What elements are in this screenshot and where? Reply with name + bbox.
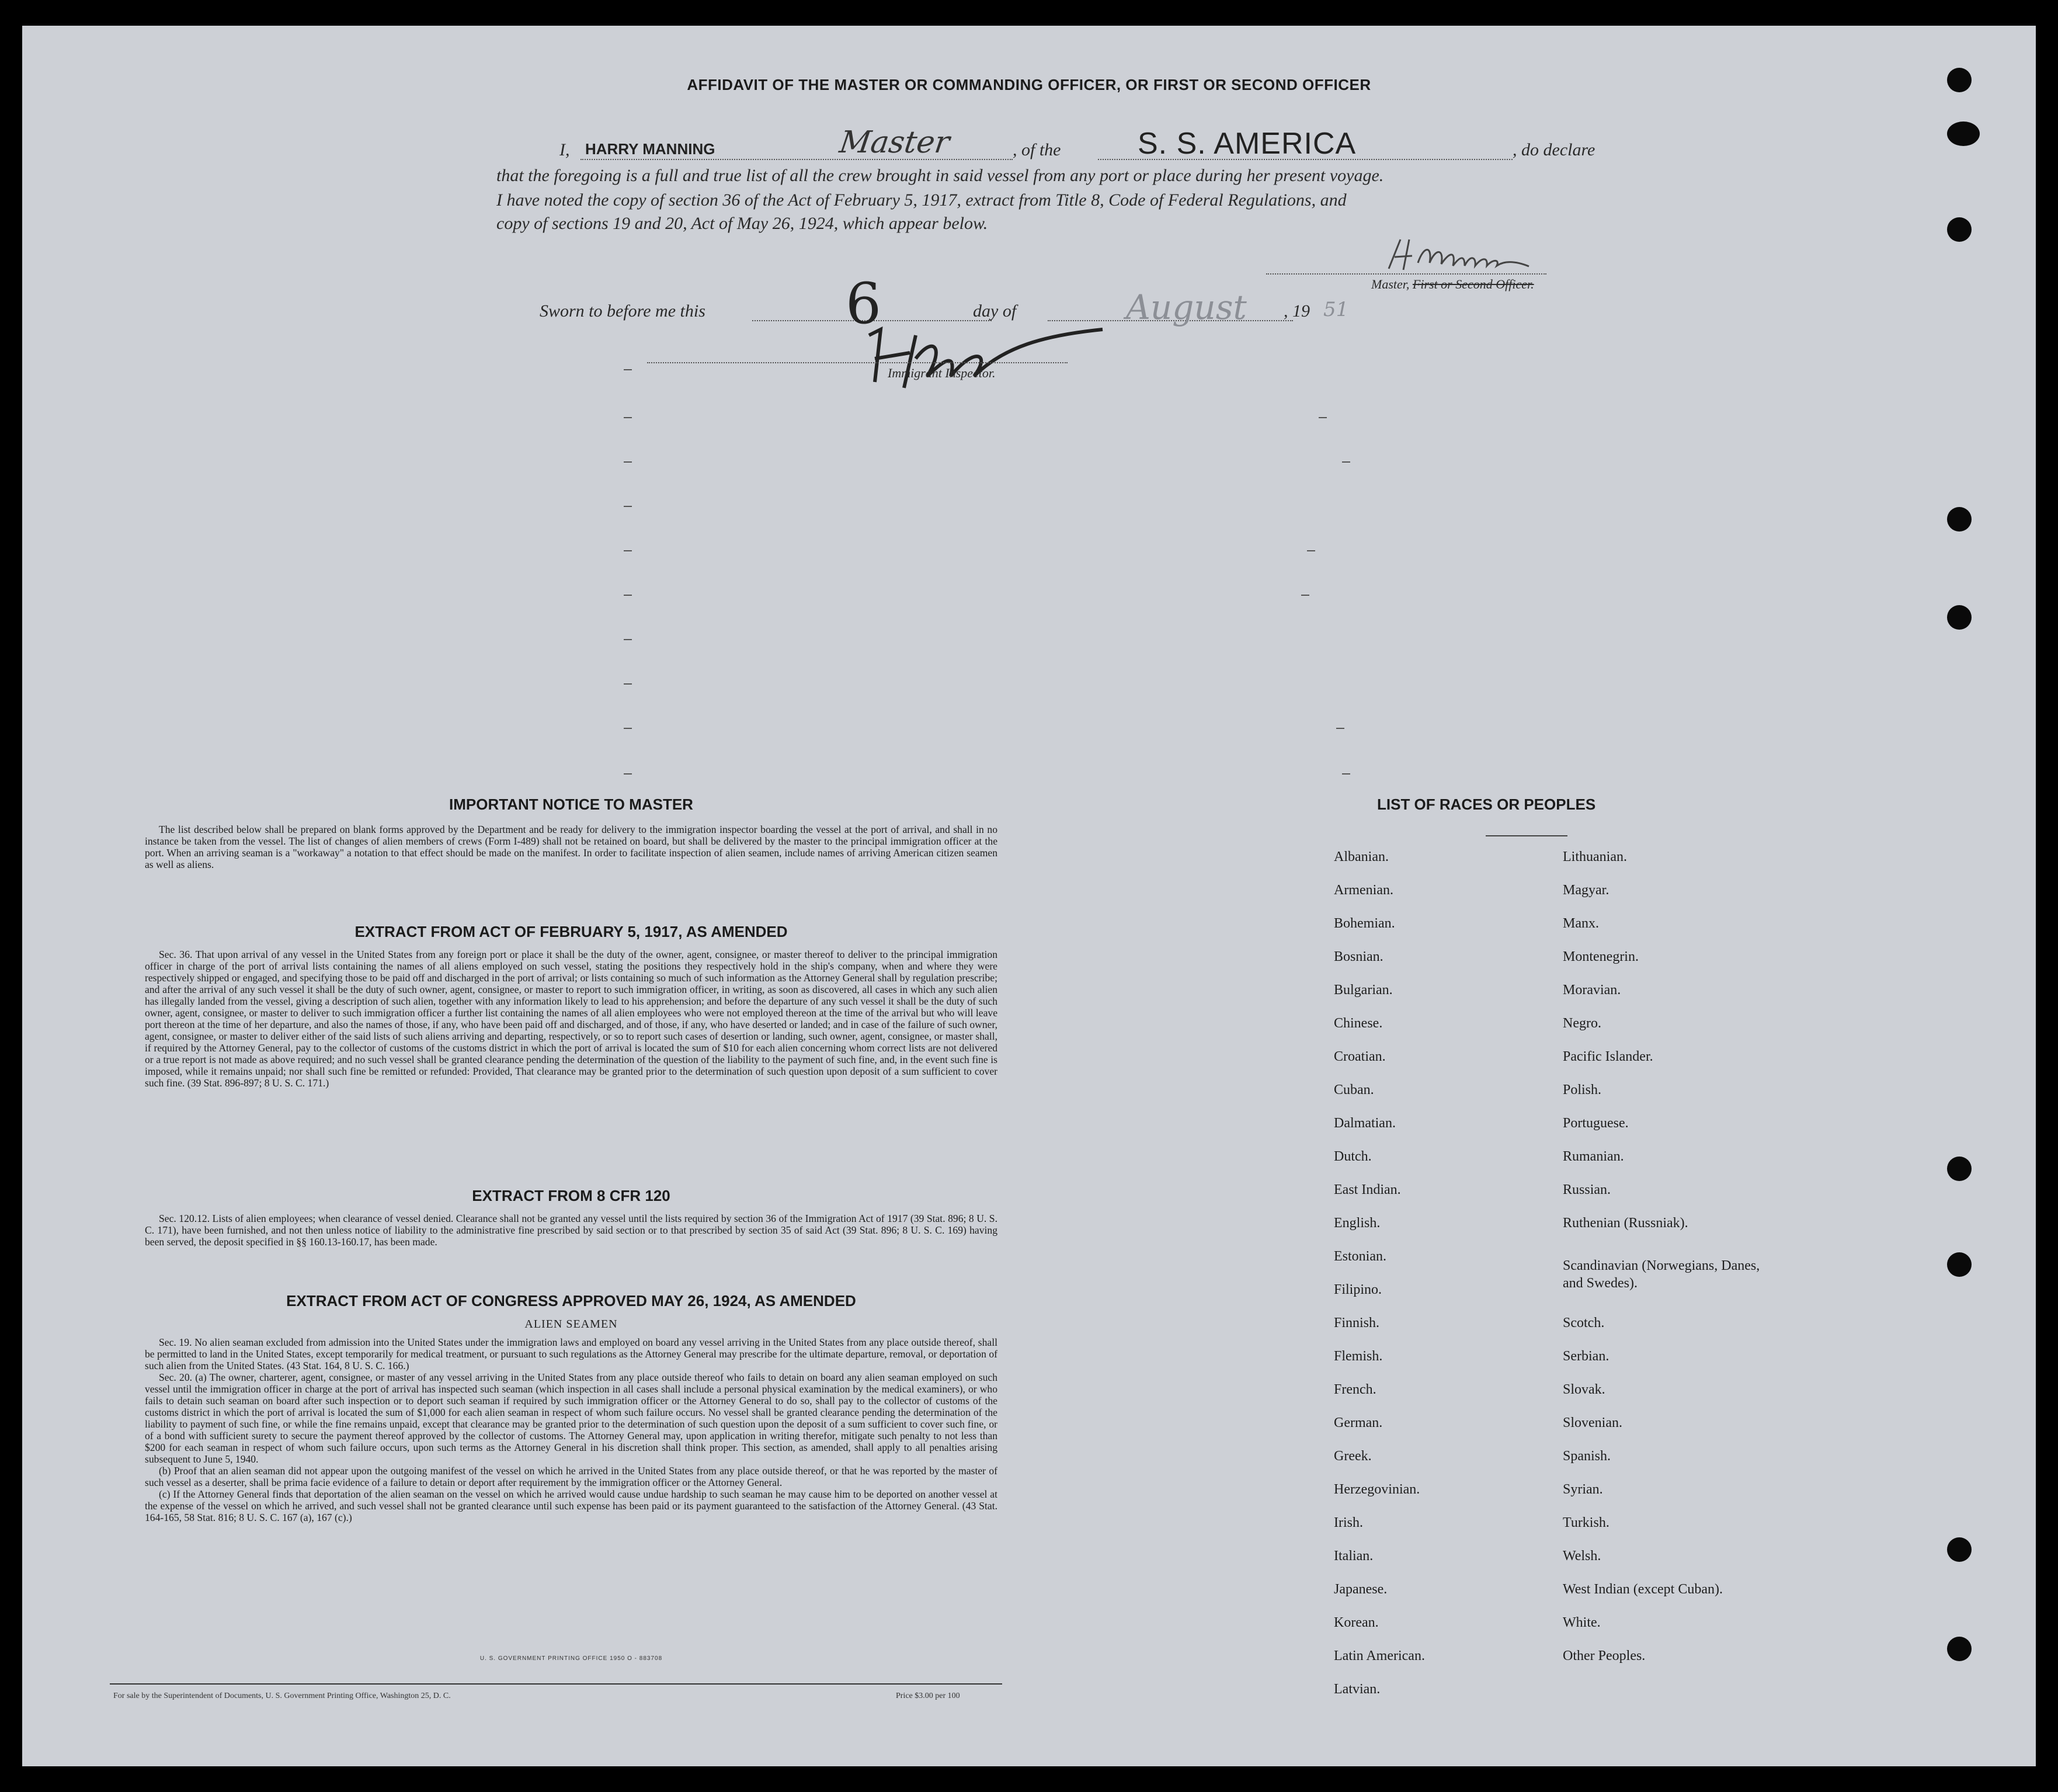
race-item: Latvian.	[1334, 1682, 1381, 1697]
race-item: East Indian.	[1334, 1182, 1401, 1197]
faint-mark	[1336, 728, 1344, 729]
races-title-underline	[1486, 835, 1567, 836]
alien-seamen-subtitle: ALIEN SEAMEN	[524, 1318, 618, 1331]
race-item: Magyar.	[1563, 883, 1609, 898]
declaration-line-4: copy of sections 19 and 20, Act of May 26, 1924, which appear below.	[496, 214, 988, 233]
sworn-month-handwritten: August	[1126, 287, 1247, 327]
affidavit-title: AFFIDAVIT OF THE MASTER OR COMMANDING OFFICER, OR FIRST OR SECOND OFFICER	[687, 76, 1371, 93]
race-item: Armenian.	[1334, 883, 1393, 898]
punch-hole	[1947, 217, 1972, 242]
faint-mark	[1342, 461, 1350, 463]
race-item: English.	[1334, 1215, 1381, 1231]
master-signature	[1377, 234, 1576, 280]
sec20a-text: Sec. 20. (a) The owner, charterer, agent, consignee, or master of any vessel arriving in the United States from any place outside thereof who fails to detain on board any alien seaman employed on such vessel until the immigration officer in charge at the port of arrival has inspected such seaman (which inspection in all cases shall include a personal physical examination by the medical examiners), or who fails to detain such seaman on board after such inspection or to deport such seaman if required by such immigration officer or the Attorney General to do so, shall pay to the collector of customs of the customs district in which the port of arrival is located the sum of $1,000 for each alien seaman in respect of whom such failure occurs. No vessel shall be granted clearance pending the determination of the liability to payment of such fine, or while the fine remains unpaid, except that clearance may be granted prior to the determination of such question upon the deposit of a sum sufficient to cover such fine, or of a bond with sufficient surety to secure the payment thereof approved by the collector of customs. The Attorney General may, upon application in writing therefor, mitigate such penalty to not less than $200 for each seaman in respect of whom such failure occurs, upon such terms as the Attorney General in his discretion shall think proper. This section, as amended, shall apply to all penalties arising subsequent to June 5, 1940.	[145, 1371, 997, 1465]
race-item: Bohemian.	[1334, 916, 1395, 931]
race-item: West Indian (except Cuban).	[1563, 1582, 1723, 1597]
printer-line: U. S. GOVERNMENT PRINTING OFFICE 1950 O - 883708	[479, 1655, 663, 1662]
extract-cfr-text: Sec. 120.12. Lists of alien employees; when clearance of vessel denied. Clearance shall not be granted any vessel until the lists required by section 36 of the Immigration Act of 1917 (39 Stat. 896; 8 U. S. C. 171), have been furnished, and not then unless notice of liability to the administrative fine prescribed by said section or to that prescribed by section 35 of said Act (39 Stat. 896; 8 U. S. C. 169) having been served, the deposit specified in §§ 160.13-160.17, has been made.	[145, 1213, 997, 1248]
faint-mark	[624, 461, 632, 463]
race-item: Italian.	[1334, 1548, 1374, 1564]
sec20c-text: (c) If the Attorney General finds that deportation of the alien seaman on the vessel on which he arrived would cause undue hardship to such seaman he may cause him to be deported on another vessel at the expense of the vessel on which he arrived, and such vessel shall not be granted clearance until such expense has been paid or its payment guaranteed to the satisfaction of the Attorney General. (43 Stat. 164-165, 58 Stat. 816; 8 U. S. C. 167 (a), 167 (c).)	[145, 1488, 997, 1523]
race-item: Scotch.	[1563, 1315, 1605, 1331]
race-item: Negro.	[1563, 1016, 1601, 1031]
race-item: Croatian.	[1334, 1049, 1386, 1064]
faint-mark	[1307, 550, 1315, 551]
faint-mark	[624, 369, 632, 370]
race-item: Albanian.	[1334, 849, 1389, 864]
punch-hole	[1947, 1157, 1972, 1181]
faint-mark	[1301, 595, 1309, 596]
races-title: LIST OF RACES OR PEOPLES	[1377, 796, 1596, 813]
sworn-year-handwritten: 51	[1323, 298, 1349, 321]
race-item: Moravian.	[1563, 982, 1621, 998]
faint-mark	[1319, 417, 1327, 418]
race-item: Manx.	[1563, 916, 1599, 931]
faint-mark	[624, 683, 632, 685]
document-sheet	[22, 26, 2036, 1766]
footer-left: For sale by the Superintendent of Documents, U. S. Government Printing Office, Washington 25, D. C.	[113, 1692, 451, 1700]
race-item: Filipino.	[1334, 1282, 1382, 1297]
do-declare-label: , do declare	[1513, 140, 1595, 159]
faint-mark	[624, 773, 632, 775]
punch-hole	[1947, 605, 1972, 630]
race-item: Herzegovinian.	[1334, 1482, 1420, 1497]
vessel-name-field: S. S. AMERICA	[1138, 127, 1357, 161]
declaration-prefix: I,	[559, 140, 570, 159]
race-item: Slovak.	[1563, 1382, 1605, 1397]
race-item: Welsh.	[1563, 1548, 1601, 1564]
punch-hole	[1947, 1637, 1972, 1661]
race-item: Portuguese.	[1563, 1116, 1629, 1131]
race-item: Russian.	[1563, 1182, 1611, 1197]
inspector-signature	[857, 312, 1138, 400]
sec19-text: Sec. 19. No alien seaman excluded from admission into the United States under the immigration laws and employed on board any vessel arriving in the United States from any place outside thereof, shall be permitted to land in the United States, except temporarily for medical treatment, or pursuant to such regulations as the Attorney General may prescribe for the ultimate departure, removal, or deportation of such alien from the United States. (43 Stat. 164, 8 U. S. C. 166.)	[145, 1336, 997, 1371]
race-item: Irish.	[1334, 1515, 1363, 1530]
punch-hole	[1947, 1252, 1972, 1277]
race-item: Greek.	[1334, 1449, 1372, 1464]
extract-1917-text: Sec. 36. That upon arrival of any vessel in the United States from any foreign port or place it shall be the duty of the owner, agent, consignee, or master thereof to deliver to the principal immigration officer in charge of the port of arrival lists containing the names of all aliens employed on such vessel, stating the positions they respectively hold in the ship's company, when and where they were respectively shipped or engaged, and specifying those to be paid off and discharged in the port of arrival; or lists containing so much of such information as the Attorney General shall by regulation prescribe; and after the arrival of any such vessel it shall be the duty of such owner, agent, consignee, or master to report to such immigration officer, in writing, as soon as discovered, all cases in which any such alien has illegally landed from the vessel, giving a description of such alien, together with any information likely to lead to his apprehension; and before the departure of any such vessel it shall be the duty of such owner, agent, consignee, or master to deliver to such immigration officer a further list containing the names of all alien employees who were not employed thereon at the time of the arrival but who will leave port thereon at the time of her departure, and also the names of those, if any, who have been paid off and discharged, and of those, if any, who have deserted or landed; and in case of the failure of such owner, agent, consignee, or master to deliver either of the said lists of such aliens arriving and departing, respectively, or so to report such cases of desertion or landing, such owner, agent, consignee, or master shall, if required by the Attorney General, pay to the collector of customs of the customs district in which the port of arrival is located the sum of $10 for each alien concerning whom correct lists are not delivered or a true report is not made as above required; and no such vessel shall be granted clearance pending the determination of the question of the liability to the payment of such fine, and, in the event such fine is imposed, while it remains unpaid; nor shall such fine be remitted or refunded: Provided, That clearance may be granted prior to the determination of such question upon deposit of a sum sufficient to cover such fine. (39 Stat. 896-897; 8 U. S. C. 171.)	[145, 949, 997, 1089]
of-the-label: , of the	[1013, 140, 1061, 159]
race-item: Montenegrin.	[1563, 949, 1639, 964]
sworn-day-handwritten: 6	[846, 271, 882, 336]
extract-1924-body	[145, 1336, 997, 1523]
race-item: Bosnian.	[1334, 949, 1383, 964]
race-item: Pacific Islander.	[1563, 1049, 1653, 1064]
faint-mark	[624, 417, 632, 418]
faint-mark	[624, 550, 632, 551]
extract-1917-title: EXTRACT FROM ACT OF FEBRUARY 5, 1917, AS AMENDED	[354, 923, 788, 940]
race-item: Bulgarian.	[1334, 982, 1393, 998]
extract-cfr-title: EXTRACT FROM 8 CFR 120	[472, 1187, 670, 1204]
race-item: Estonian.	[1334, 1249, 1386, 1264]
declaration-line-2: that the foregoing is a full and true list of all the crew brought in said vessel from any port or place during her present voyage.	[496, 166, 1384, 185]
punch-hole	[1947, 1537, 1972, 1562]
extract-1924-title: EXTRACT FROM ACT OF CONGRESS APPROVED MAY 26, 1924, AS AMENDED	[286, 1292, 856, 1310]
race-item: French.	[1334, 1382, 1376, 1397]
sworn-label: Sworn to before me this	[540, 301, 705, 321]
faint-mark	[624, 595, 632, 596]
race-item: Flemish.	[1334, 1349, 1383, 1364]
faint-mark	[624, 728, 632, 729]
race-item: Other Peoples.	[1563, 1648, 1646, 1663]
race-item: Chinese.	[1334, 1016, 1383, 1031]
master-label	[1371, 277, 1534, 292]
inspector-line	[647, 362, 1068, 363]
race-item: Japanese.	[1334, 1582, 1388, 1597]
race-item: Finnish.	[1334, 1315, 1380, 1331]
notice-title: IMPORTANT NOTICE TO MASTER	[449, 796, 693, 813]
race-item: Spanish.	[1563, 1449, 1611, 1464]
faint-mark	[1342, 773, 1350, 775]
year-prefix: , 19	[1284, 301, 1310, 321]
footer-right: Price $3.00 per 100	[896, 1692, 960, 1700]
day-of-label: day of	[973, 301, 1017, 321]
race-item: German.	[1334, 1415, 1383, 1430]
race-item: Cuban.	[1334, 1082, 1374, 1098]
race-item: Ruthenian (Russniak).	[1563, 1215, 1688, 1231]
race-item: Latin American.	[1334, 1648, 1425, 1663]
master-label-prefix: Master,	[1371, 277, 1410, 291]
race-item: Serbian.	[1563, 1349, 1609, 1364]
race-item: White.	[1563, 1615, 1601, 1630]
race-item: Syrian.	[1563, 1482, 1603, 1497]
declaration-line-3: I have noted the copy of section 36 of the Act of February 5, 1917, extract from Title 8, Code of Federal Regulations, and	[496, 190, 1347, 210]
punch-hole	[1947, 121, 1980, 146]
faint-mark	[624, 639, 632, 640]
rank-handwritten: Master	[837, 125, 952, 160]
inspector-label: Immigrant Inspector.	[888, 366, 996, 380]
master-name-field: HARRY MANNING	[585, 140, 715, 158]
race-item: Scandinavian (Norwegians, Danes, and Swedes).	[1563, 1258, 1760, 1291]
punch-hole	[1947, 507, 1972, 532]
race-item: Polish.	[1563, 1082, 1602, 1098]
race-item: Turkish.	[1563, 1515, 1609, 1530]
race-item: Slovenian.	[1563, 1415, 1622, 1430]
race-item: Lithuanian.	[1563, 849, 1627, 864]
faint-mark	[624, 506, 632, 507]
race-item: Dalmatian.	[1334, 1116, 1396, 1131]
race-item: Korean.	[1334, 1615, 1379, 1630]
race-item: Dutch.	[1334, 1149, 1372, 1164]
race-item: Rumanian.	[1563, 1149, 1624, 1164]
struck-officer-label: First or Second Officer.	[1412, 277, 1534, 291]
sec20b-text: (b) Proof that an alien seaman did not appear upon the outgoing manifest of the vessel on which he arrived in the United States from any place outside thereof, or that he was reported by the master of such vessel as a deserter, shall be prima facie evidence of a failure to detain or deport after requirement by the immigration officer or the Attorney General.	[145, 1465, 997, 1488]
name-field-line	[580, 159, 1013, 160]
notice-text: The list described below shall be prepared on blank forms approved by the Department and be ready for delivery to the immigration inspector boarding the vessel at the port of arrival, and shall in no instance be taken from the vessel. The list of changes of alien members of crews (Form I-489) shall not be retained on board, but shall be delivered by the master to the principal immigration officer at the port. When an arriving seaman is a "workaway" a notation to that effect should be made on the manifest. In order to facilitate inspection of alien seamen, include names of arriving American citizen seamen as well as aliens.	[145, 824, 997, 870]
footer-rule	[110, 1683, 1002, 1685]
